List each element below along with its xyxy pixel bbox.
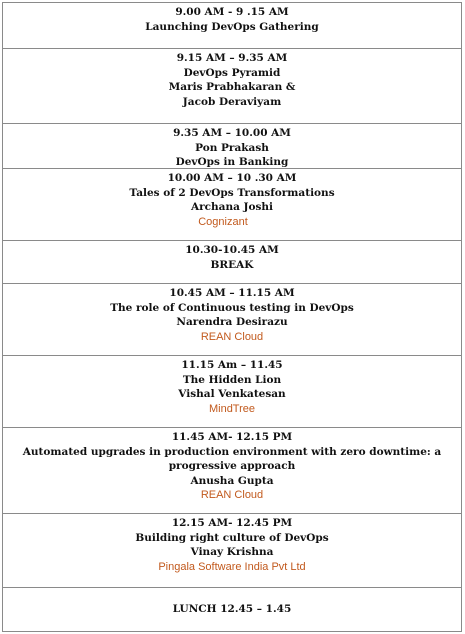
session-row xyxy=(2,355,462,428)
session-speaker: Narendra Desirazu xyxy=(176,316,288,328)
session-organization: REAN Cloud xyxy=(200,330,264,343)
session-row xyxy=(2,2,462,49)
agenda-table xyxy=(2,2,462,632)
session-row xyxy=(2,513,462,588)
session-row xyxy=(2,168,462,241)
session-speaker: Anusha Gupta xyxy=(190,474,274,487)
session-time: 10.45 AM – 11.15 AM xyxy=(169,287,295,299)
session-time: 11.15 Am – 11.45 xyxy=(181,359,283,371)
session-title: Tales of 2 DevOps Transformations xyxy=(129,186,335,199)
break-time: 10.30-10.45 AM xyxy=(185,244,279,256)
session-title-continued: progressive approach xyxy=(168,460,296,472)
session-organization: REAN Cloud xyxy=(200,489,264,501)
session-time: 9.35 AM – 10.00 AM xyxy=(173,127,291,139)
session-title: The role of Continuous testing in DevOps xyxy=(110,301,354,314)
session-row xyxy=(2,427,462,514)
break-label: BREAK xyxy=(210,258,254,271)
lunch-row xyxy=(2,587,462,632)
session-title: Building right culture of DevOps xyxy=(135,531,329,544)
session-title: Launching DevOps Gathering xyxy=(145,20,319,33)
session-title: DevOps Pyramid xyxy=(183,66,281,79)
session-row xyxy=(2,123,462,169)
session-organization: Pingala Software India Pvt Ltd xyxy=(158,560,306,573)
session-time: 11.45 AM- 12.15 PM xyxy=(171,431,293,443)
session-time: 9.00 AM - 9 .15 AM xyxy=(175,6,289,18)
session-speaker: Archana Joshi xyxy=(190,201,274,213)
lunch-label: LUNCH 12.45 – 1.45 xyxy=(172,603,292,616)
session-title: The Hidden Lion xyxy=(182,373,282,386)
session-title: DevOps in Banking xyxy=(175,156,289,168)
break-row xyxy=(2,240,462,284)
session-row xyxy=(2,48,462,124)
session-speaker: Pon Prakash xyxy=(195,141,269,154)
session-speaker: Vinay Krishna xyxy=(190,546,274,558)
session-title: Automated upgrades in production environment with zero downtime: a xyxy=(22,445,442,458)
session-time: 9.15 AM – 9.35 AM xyxy=(176,52,288,64)
session-time: 12.15 AM- 12.45 PM xyxy=(171,517,293,529)
session-organization: MindTree xyxy=(208,402,256,415)
session-speaker: Vishal Venkatesan xyxy=(178,388,286,400)
session-speaker: Maris Prabhakaran & xyxy=(168,81,296,93)
session-row xyxy=(2,283,462,356)
session-organization: Cognizant xyxy=(198,215,248,228)
session-time: 10.00 AM – 10 .30 AM xyxy=(167,172,297,184)
session-speaker: Jacob Deraviyam xyxy=(182,95,282,108)
